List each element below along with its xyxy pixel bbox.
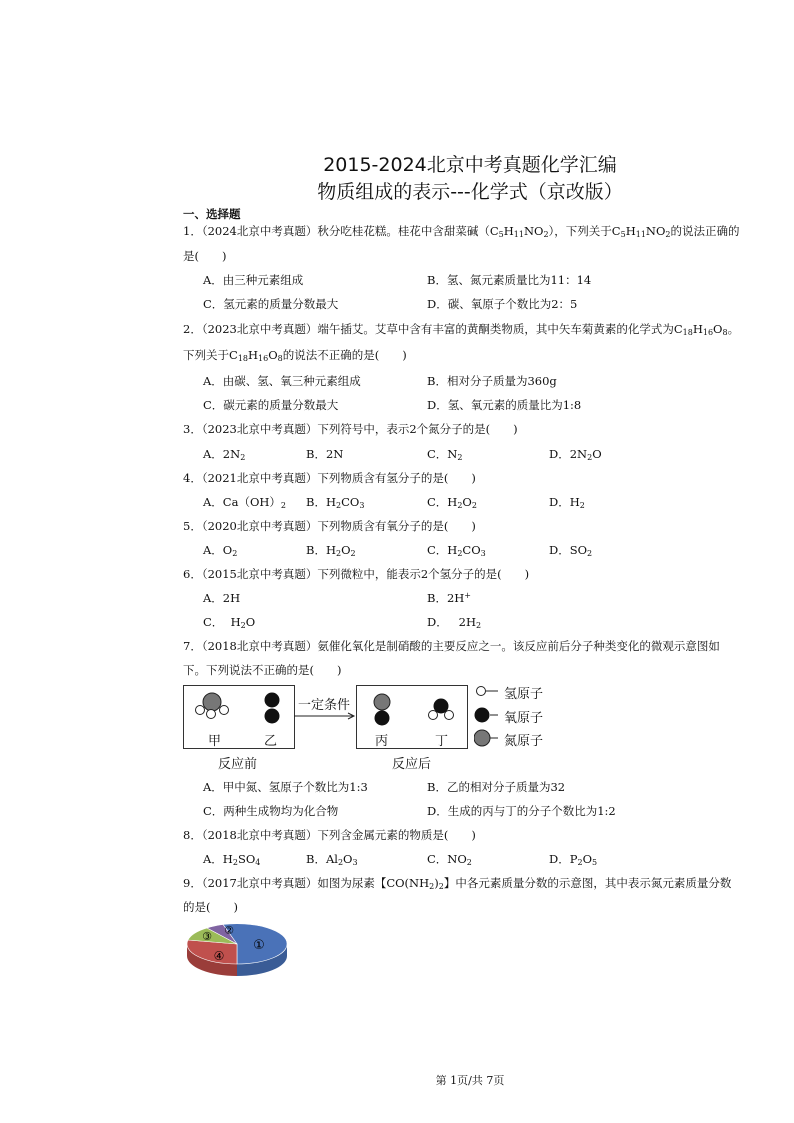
q6-option-a[interactable]: A．2H: [203, 591, 241, 605]
q4-option-c[interactable]: C．$H_2O_2$: [427, 495, 477, 510]
reactants-box: [183, 685, 295, 749]
q2-option-d[interactable]: D．氢、氧元素的质量比为1:8: [427, 398, 582, 412]
q7-line1: 7．（2018北京中考真题）氨催化氧化是制硝酸的主要反应之一。该反应前后分子种类变化的微观示意图如: [183, 639, 720, 653]
q5-option-a[interactable]: A．$O_2$: [203, 543, 238, 558]
legend-oxygen: 氧原子: [504, 711, 544, 726]
q7-option-b[interactable]: B．乙的相对分子质量为32: [427, 780, 566, 794]
q6-option-b[interactable]: B．2H+: [427, 591, 471, 605]
nitrogen-atom: [374, 694, 390, 710]
pie-label-1: ①: [253, 938, 265, 953]
q9-line1: 9．（2017北京中考真题）如图为尿素【$CO(NH_2)_2$】中各元素质量分数的示意图，其中表示氮元素质量分数: [183, 876, 732, 891]
q2-line1: 2．（2023北京中考真题）端午插艾。艾草中含有丰富的黄酮类物质，其中矢车菊黄素的化学式为$C_{18}H_{16}O_8$。: [183, 322, 740, 337]
label-jia: 甲: [208, 734, 222, 749]
q4-option-b[interactable]: B．$H_2CO_3$: [306, 495, 365, 510]
page-footer: 第 1页/共 7页: [435, 1074, 505, 1087]
q5-option-c[interactable]: C．$H_2CO_3$: [427, 543, 486, 558]
hydrogen-atom: [429, 711, 438, 720]
q1-line2: 是( ): [183, 249, 227, 263]
q7-option-c[interactable]: C．两种生成物均为化合物: [203, 804, 339, 818]
product-molecules: [357, 686, 467, 748]
q2-option-c[interactable]: C．碳元素的质量分数最大: [203, 398, 339, 412]
q1-option-a[interactable]: A．由三种元素组成: [203, 273, 304, 287]
oxygen-atom: [475, 708, 490, 723]
q3-option-c[interactable]: C．$N_2$: [427, 447, 463, 462]
label-yi: 乙: [264, 734, 278, 749]
reaction-condition: 一定条件: [298, 698, 351, 713]
section-heading: 一、选择题: [183, 207, 241, 221]
legend-nitrogen: 氮原子: [504, 734, 544, 749]
label-ding: 丁: [435, 734, 449, 749]
hydrogen-atom: [207, 710, 216, 719]
q8-option-a[interactable]: A．$H_2SO_4$: [203, 852, 261, 867]
reactant-molecules: [184, 686, 294, 748]
q4-option-d[interactable]: D．$H_2$: [549, 495, 585, 510]
q1-option-b[interactable]: B．氢、氮元素质量比为11：14: [427, 273, 592, 287]
legend-hydrogen: 氢原子: [504, 687, 544, 702]
q6-text: 6．（2015北京中考真题）下列微粒中，能表示2个氢分子的是( ): [183, 567, 530, 581]
q1-option-c[interactable]: C．氢元素的质量分数最大: [203, 297, 339, 311]
q8-option-b[interactable]: B．$Al_2O_3$: [306, 852, 358, 867]
nitrogen-atom: [203, 693, 221, 711]
q7-option-d[interactable]: D．生成的丙与丁的分子个数比为1:2: [427, 804, 616, 818]
hydrogen-atom: [220, 706, 229, 715]
pie-label-4: ④: [213, 949, 225, 963]
q1-line1: 1．（2024北京中考真题）秋分吃桂花糕。桂花中含甜菜碱$(C_5H_{11}NO_2)$，下列关于$C_5H_{11}NO_2$的说法正确的: [183, 224, 740, 239]
q2-option-a[interactable]: A．由碳、氢、氧三种元素组成: [203, 374, 361, 388]
urea-pie-chart: [183, 918, 293, 986]
pie-label-3: ③: [202, 930, 212, 943]
pie-label-2: ②: [224, 924, 234, 937]
hydrogen-atom: [477, 687, 486, 696]
q3-text: 3．（2023北京中考真题）下列符号中，表示2个氮分子的是( ): [183, 422, 518, 436]
atom-legend-symbols: [474, 682, 500, 748]
doc-title-line1: 2015-2024北京中考真题化学汇编: [323, 154, 617, 176]
q2-option-b[interactable]: B．相对分子质量为360g: [427, 374, 557, 388]
oxygen-atom: [265, 693, 280, 708]
q9-line2: 的是( ): [183, 900, 238, 914]
q7-option-a[interactable]: A．甲中氮、氢原子个数比为1:3: [203, 780, 368, 794]
label-bing: 丙: [375, 734, 389, 749]
q2-line2: 下列关于$C_{18}H_{16}O_8$的说法不正确的是( ): [183, 348, 407, 363]
oxygen-atom: [265, 709, 280, 724]
hydrogen-atom: [445, 711, 454, 720]
doc-title-line2: 物质组成的表示---化学式（京改版）: [317, 181, 623, 203]
q5-text: 5．（2020北京中考真题）下列物质含有氧分子的是( ): [183, 519, 476, 533]
hydrogen-atom: [196, 706, 205, 715]
q1-option-d[interactable]: D．碳、氧原子个数比为2：5: [427, 297, 578, 311]
products-box: [356, 685, 468, 749]
q8-text: 8．（2018北京中考真题）下列含金属元素的物质是( ): [183, 828, 476, 842]
q3-option-d[interactable]: D．$2N_2O$: [549, 447, 602, 462]
q4-option-a[interactable]: A．$Ca(OH)_2$: [203, 495, 287, 510]
q7-line2: 下。下列说法不正确的是( ): [183, 663, 342, 677]
q6-option-c[interactable]: C． $H_2O$: [203, 615, 256, 630]
q5-option-d[interactable]: D．$SO_2$: [549, 543, 593, 558]
label-before: 反应前: [218, 757, 258, 772]
q3-option-a[interactable]: A．$2N_2$: [203, 447, 246, 462]
q4-text: 4．（2021北京中考真题）下列物质含有氢分子的是( ): [183, 471, 476, 485]
nitrogen-atom: [474, 730, 490, 746]
q5-option-b[interactable]: B．$H_2O_2$: [306, 543, 356, 558]
q6-option-d[interactable]: D． $2H_2$: [427, 615, 482, 630]
q8-option-c[interactable]: C．$NO_2$: [427, 852, 472, 867]
oxygen-atom: [375, 711, 390, 726]
q8-option-d[interactable]: D．$P_2O_5$: [549, 852, 598, 867]
label-after: 反应后: [392, 757, 432, 772]
q3-option-b[interactable]: B．2N: [306, 447, 344, 461]
